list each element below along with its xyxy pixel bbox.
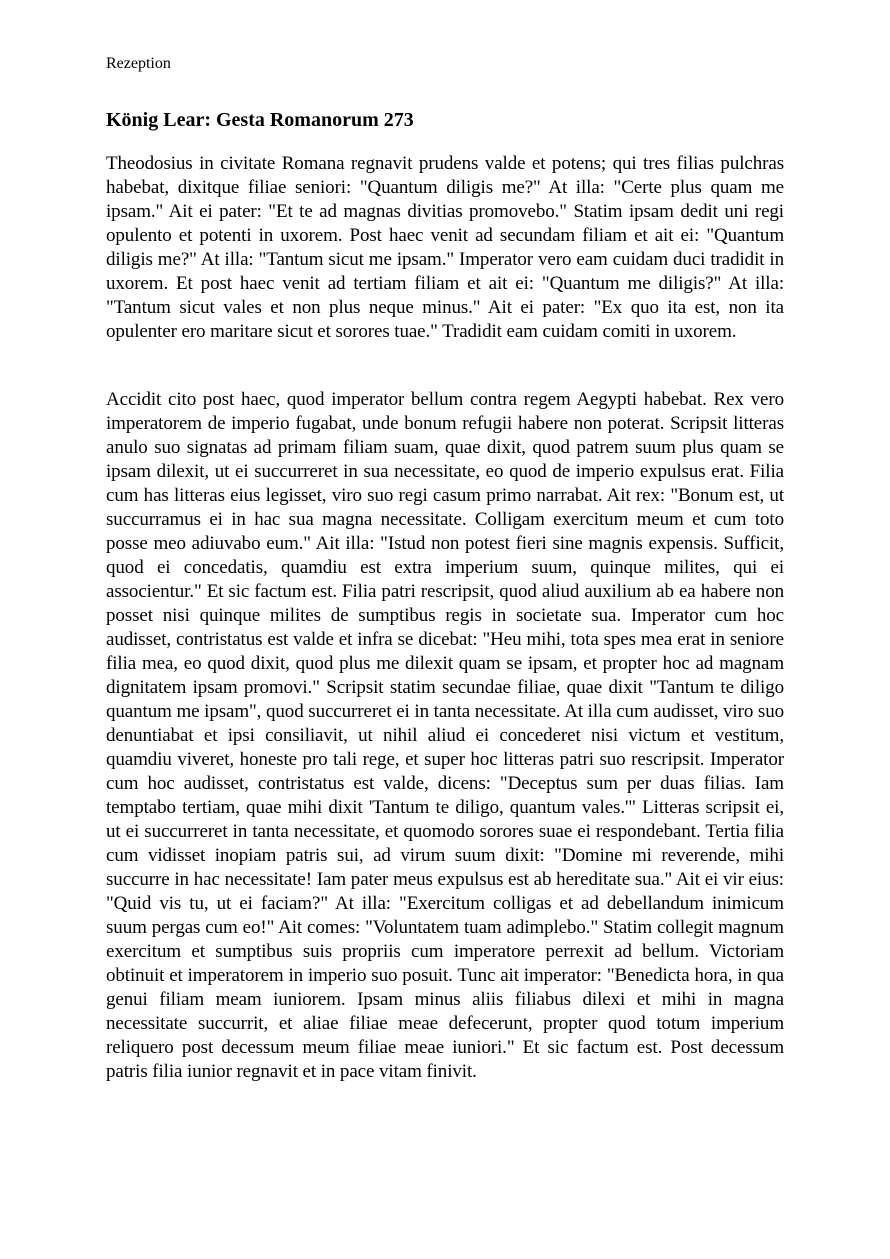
running-header: Rezeption xyxy=(106,55,171,72)
body-paragraph: Theodosius in civitate Romana regnavit prudens valde et potens; qui tres filias pulchras habebat, dixitque filiae seniori: "Quantum diligis me?" At illa: "Certe plus quam me ipsam." Ait ei pater: "Et te ad magnas divitias promovebo." Statim ipsam dedit uni regi opulento et potenti in uxorem. Post haec venit ad secundam filiam et ait ei: "Quantum diligis me?" At illa: "Tantum sicut me ipsam." Imperator vero eam cuidam duci tradidit in uxorem. Et post haec venit ad tertiam filiam et ait ei: "Quantum me diligis?" At illa: "Tantum sicut vales et non plus neque minus." Ait ei pater: "Ex quo ita est, non ita opulenter ero maritare sicut et sorores tuae." Tradidit eam cuidam comiti in uxorem. xyxy=(106,153,784,342)
body-paragraph: Accidit cito post haec, quod imperator bellum contra regem Aegypti habebat. Rex vero imperatorem de imperio fugabat, unde bonum refugii habere non poterat. Scripsit litteras anulo suo signatas ad primam filiam suam, quae dixit, quod patrem suum plus quam se ipsam dilexit, ut ei succurreret in sua necessitate, eo quod de imperio expulsus erat. Filia cum has litteras eius legisset, viro suo regi casum primo narrabat. Ait rex: "Bonum est, ut succurramus ei in hac sua magna necessitate. Colligam exercitum meum et cum toto posse meo adiuvabo eum." Ait illa: "Istud non potest fieri sine magnis expensis. Sufficit, quod ei concedatis, quamdiu est extra imperium suum, quinque milites, qui ei associentur." Et sic factum est. Filia patri rescripsit, quod aliud auxilium ab ea habere non posset nisi quinque milites de sumptibus regis in societate sua. Imperator cum hoc audisset, contristatus est valde et infra se dicebat: "Heu mihi, tota spes mea erat in seniore filia mea, eo quod dixit, quod plus me dilexit quam se ipsam, et propter hoc ad magnam dignitatem ipsam promovi." Scripsit statim secundae filiae, quae dixit "Tantum te diligo quantum me ipsam", quod succurreret ei in tanta necessitate. At illa cum audisset, viro suo denuntiabat et ipsi consiliavit, ut nihil aliud ei concederet nisi victum et vestitum, quamdiu viveret, honeste pro tali rege, et super hoc litteras patri suo rescripsit. Imperator cum hoc audisset, contristatus est valde, dicens: "Deceptus sum per duas filias. Iam temptabo tertiam, quae mihi dixit 'Tantum te diligo, quantum vales.'" Litteras scripsit ei, ut ei succurreret in tanta necessitate, et quomodo sorores suae ei respondebant. Tertia filia cum vidisset inopiam patris sui, ad virum suum dixit: "Domine mi reverende, mihi succurre in hac necessitate! Iam pater meus expulsus est ab hereditate sua." Ait ei vir eius: "Quid vis tu, ut ei faciam?" At illa: "Exercitum colligas et ad debellandum inimicum suum pergas cum eo!" Ait comes: "Voluntatem tuam adimplebo." Statim collegit magnum exercitum et sumptibus suis propriis cum imperatore perrexit ad bellum. Victoriam obtinuit et imperatorem in imperio suo posuit. Tunc ait imperator: "Benedicta hora, in qua genui filiam meam iuniorem. Ipsam minus aliis filiabus dilexi et mihi in magna necessitate succurrit, et aliae filiae meae defecerunt, propter quod totum imperium reliquero post decessum meum filiae meae iuniori." Et sic factum est. Post decessum patris filia iunior regnavit et in pace vitam finivit. xyxy=(106,389,784,1082)
section-title: König Lear: Gesta Romanorum 273 xyxy=(106,109,414,131)
